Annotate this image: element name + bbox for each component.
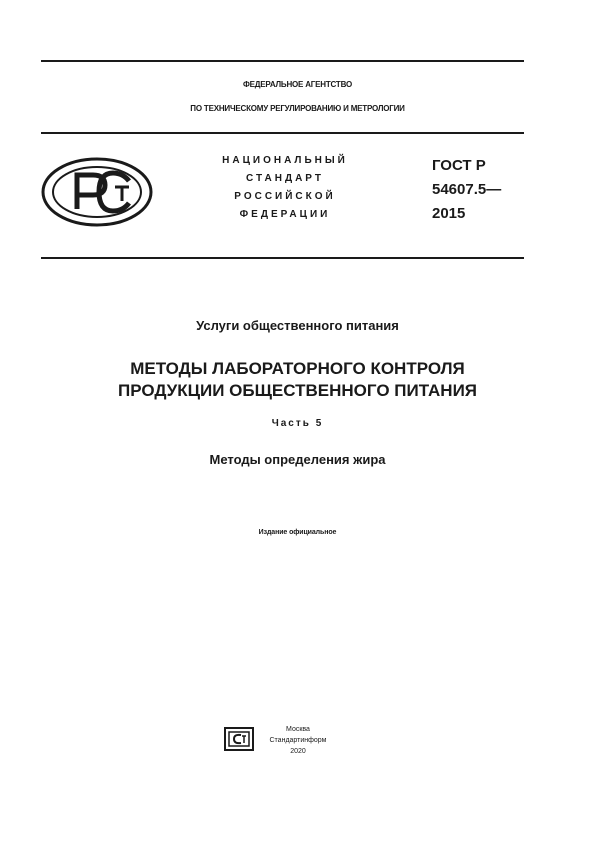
- document-part: Часть 5: [271, 418, 324, 429]
- document-title-line-1: МЕТОДЫ ЛАБОРАТОРНОГО КОНТРОЛЯ: [130, 359, 465, 378]
- gost-year: 2015: [432, 205, 466, 222]
- standartinform-logo-icon: [224, 727, 254, 751]
- gost-number: 54607.5—: [432, 181, 502, 198]
- publisher-name: Стандартинформ: [269, 737, 327, 744]
- top-rule: [41, 60, 524, 62]
- header-rule: [41, 132, 524, 134]
- document-subtitle: Услуги общественного питания: [196, 318, 399, 333]
- publisher-year: 2020: [290, 748, 306, 755]
- agency-line-2: ПО ТЕХНИЧЕСКОМУ РЕГУЛИРОВАНИЮ И МЕТРОЛОГИИ: [190, 104, 405, 113]
- edition-note: Издание официальное: [258, 529, 337, 536]
- document-methods-title: Методы определения жира: [209, 452, 386, 467]
- publisher-city: Москва: [286, 726, 310, 733]
- document-title-line-2: ПРОДУКЦИИ ОБЩЕСТВЕННОГО ПИТАНИЯ: [117, 381, 478, 400]
- national-standard-line-3: РОССИЙСКОЙ: [234, 191, 336, 202]
- gost-label: ГОСТ Р: [432, 157, 486, 174]
- national-standard-line-4: ФЕДЕРАЦИИ: [239, 209, 331, 220]
- agency-line-1: ФЕДЕРАЛЬНОЕ АГЕНТСТВО: [242, 80, 352, 89]
- national-standard-line-2: СТАНДАРТ: [246, 173, 324, 184]
- standard-rule: [41, 257, 524, 259]
- gost-emblem-icon: [41, 157, 153, 227]
- national-standard-line-1: НАЦИОНАЛЬНЫЙ: [222, 155, 348, 166]
